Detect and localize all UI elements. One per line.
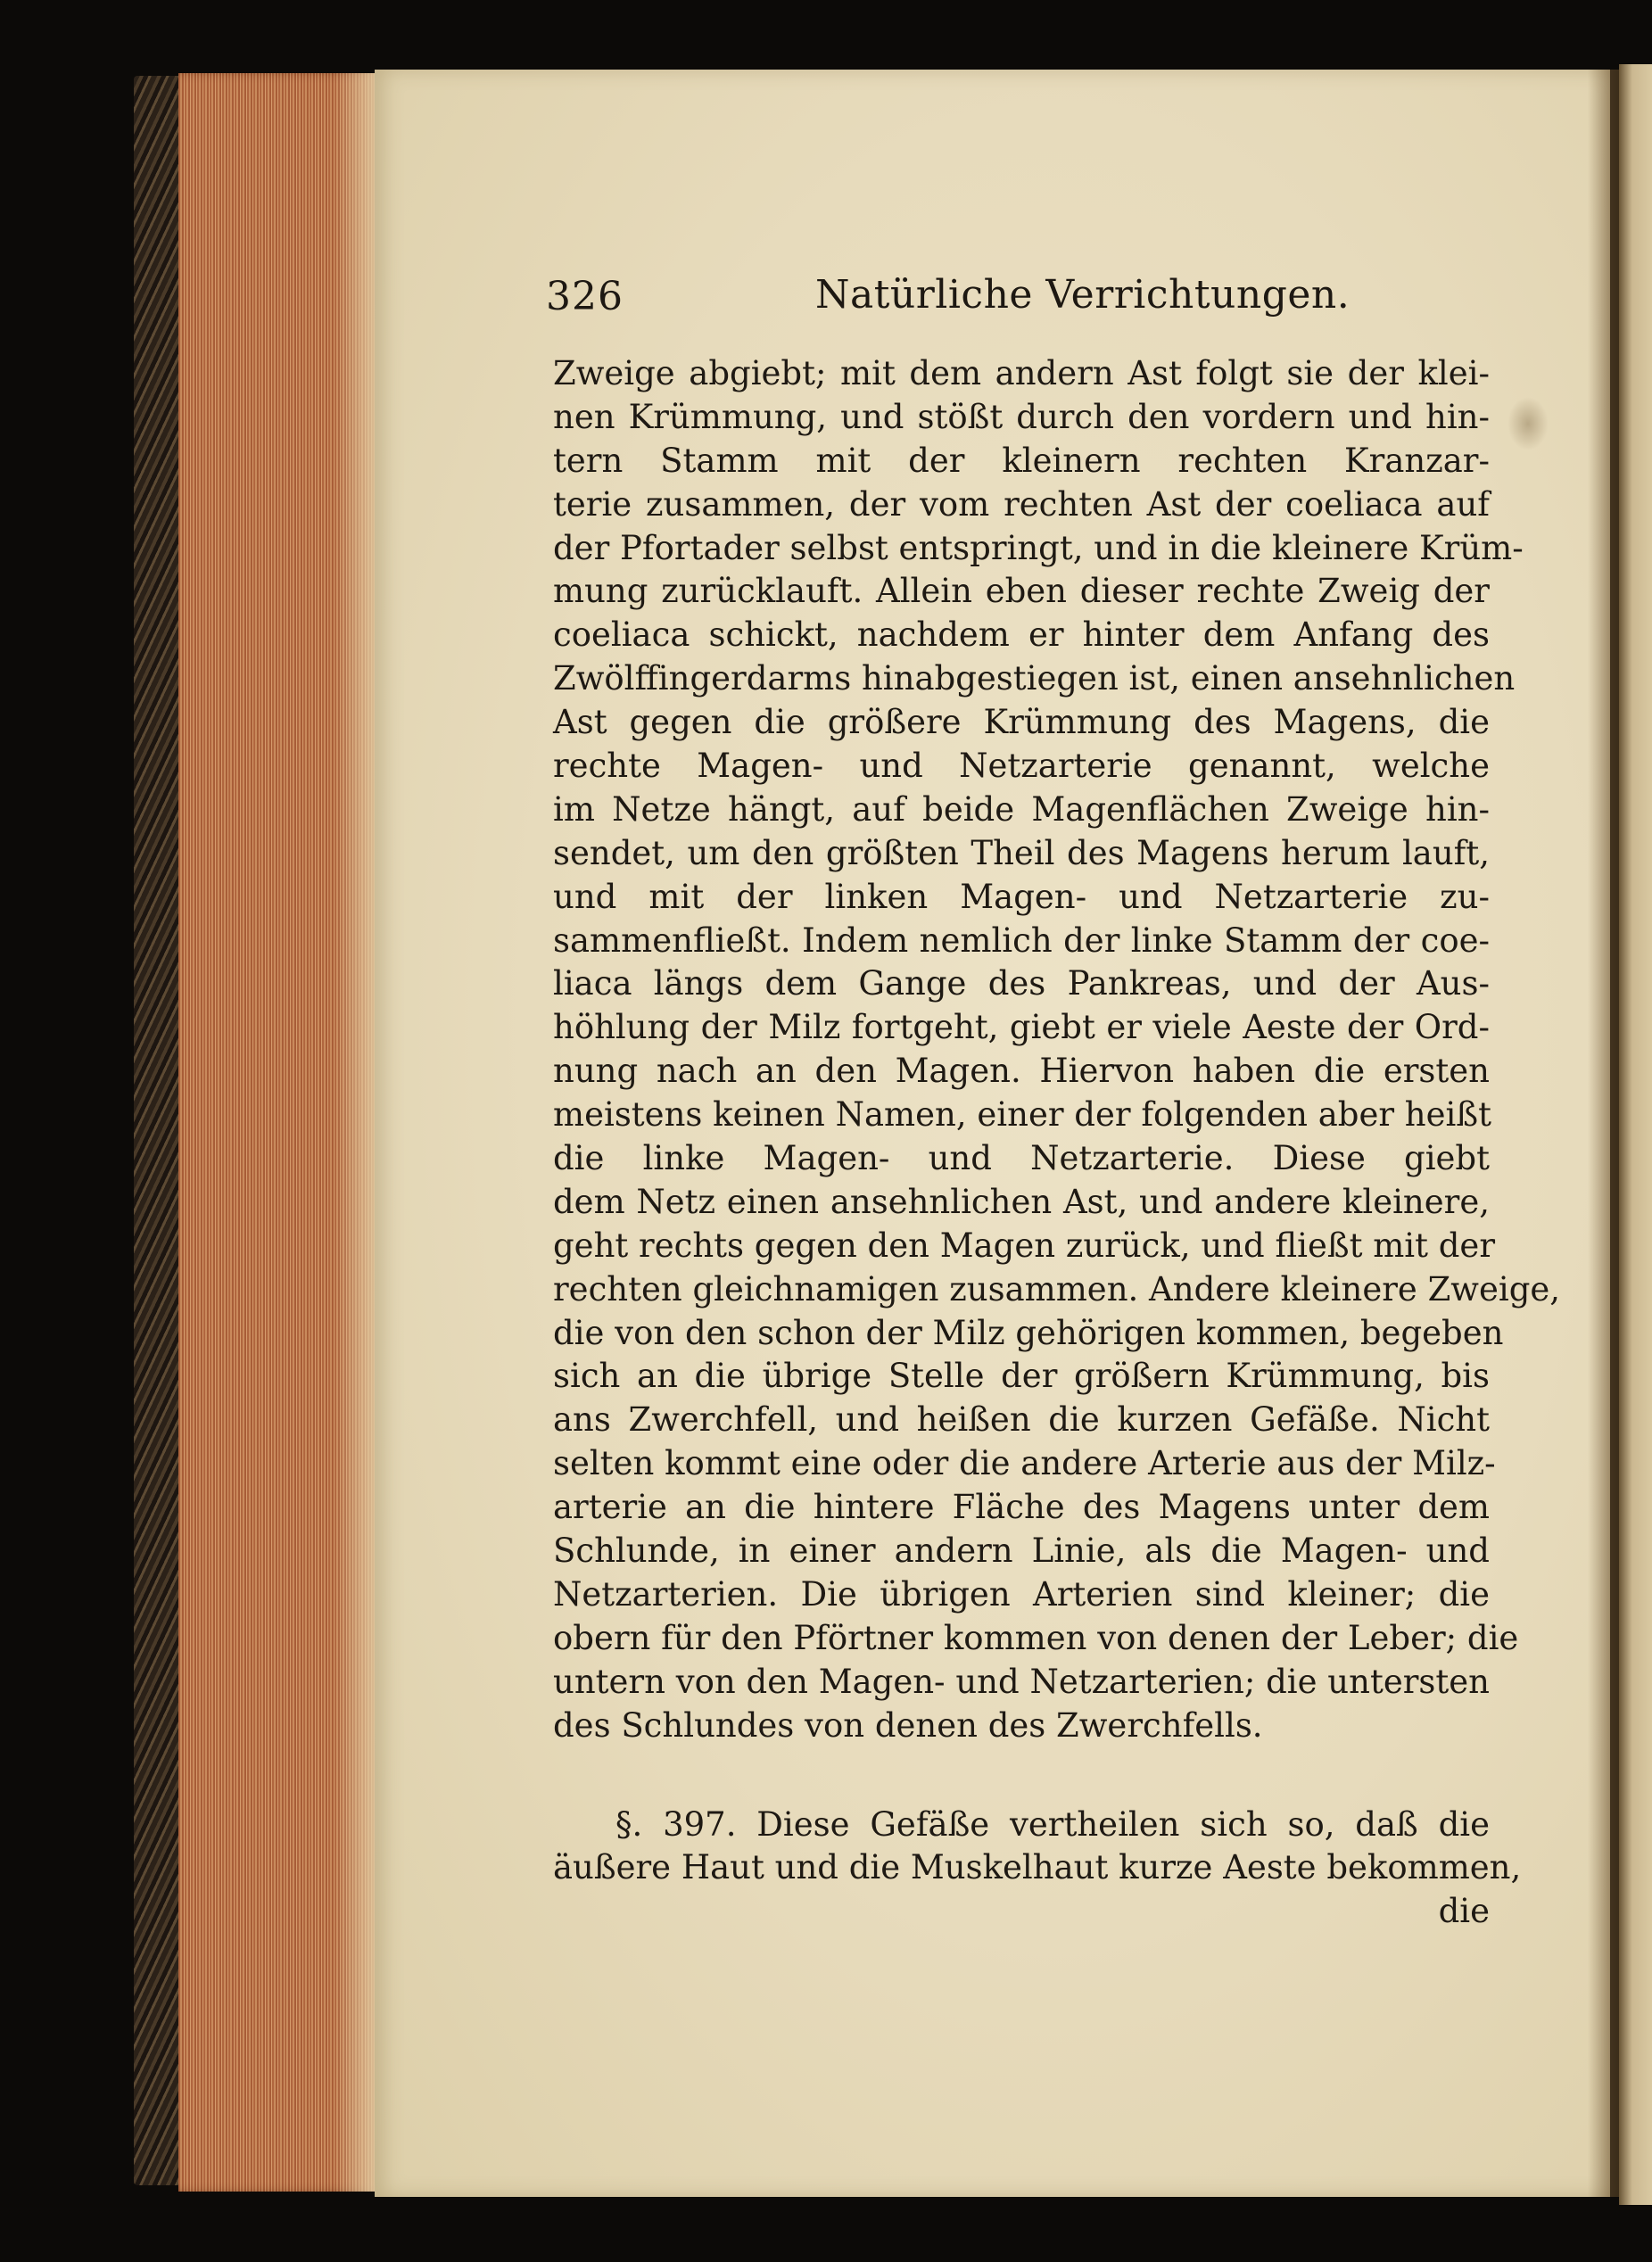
body-text bbox=[553, 352, 1561, 1934]
text-line: geht rechts gegen den Magen zurück, und fließt mit der bbox=[553, 1226, 1496, 1265]
gutter-shadow bbox=[1588, 70, 1623, 2197]
running-title: Natürliche Verrichtungen. bbox=[815, 272, 1351, 318]
text-line: tern Stamm mit der kleinern rechten Kranzar- bbox=[553, 441, 1490, 480]
text-line: im Netze hängt, auf beide Magenflächen Zweige hin- bbox=[553, 789, 1490, 829]
text-line: liaca längs dem Gange des Pankreas, und der Aus- bbox=[553, 964, 1490, 1003]
text-line: arterie an die hintere Fläche des Magens unter dem bbox=[553, 1488, 1490, 1527]
running-head bbox=[546, 272, 1491, 334]
text-line: rechten gleichnamigen zusammen. Andere kleinere Zweige, bbox=[553, 1269, 1561, 1308]
page-number: 326 bbox=[546, 274, 624, 319]
text-line: Zweige abgiebt; mit dem andern Ast folgt sie der klei- bbox=[553, 354, 1490, 392]
text-line: meistens keinen Namen, einer der folgenden aber heißt bbox=[553, 1095, 1491, 1135]
text-line: Schlunde, in einer andern Linie, als die Magen- und bbox=[553, 1531, 1490, 1571]
text-line: selten kommt eine oder die andere Arterie aus der Milz- bbox=[553, 1444, 1496, 1483]
text-line: §. 397. Diese Gefäße vertheilen sich so, daß die bbox=[615, 1804, 1490, 1844]
text-line: und mit der linken Magen- und Netzarterie zu- bbox=[553, 877, 1490, 916]
text-line: obern für den Pförtner kommen von denen der Leber; die bbox=[553, 1618, 1519, 1657]
text-line: ans Zwerchfell, und heißen die kurzen Gefäße. Nicht bbox=[553, 1400, 1490, 1440]
text-line: untern von den Magen- und Netzarterien; die untersten bbox=[553, 1662, 1490, 1701]
text-line: der Pfortader selbst entspringt, und in die kleinere Krüm- bbox=[553, 528, 1524, 567]
page-edges bbox=[178, 73, 379, 2192]
text-line: höhlung der Milz fortgeht, giebt er viele Aeste der Ord- bbox=[553, 1008, 1490, 1047]
text-line: Zwölffingerdarms hinabgestiegen ist, einen ansehnlichen bbox=[553, 659, 1516, 698]
text-line: dem Netz einen ansehnlichen Ast, und andere kleinere, bbox=[553, 1182, 1490, 1221]
text-line: äußere Haut und die Muskelhaut kurze Aeste bekommen, bbox=[553, 1848, 1522, 1887]
facing-page-edge bbox=[1619, 64, 1652, 2205]
text-line: des Schlundes von denen des Zwerchfells. bbox=[553, 1705, 1263, 1745]
text-line: coeliaca schickt, nachdem er hinter dem Anfang des bbox=[553, 615, 1490, 655]
text-line: die von den schon der Milz gehörigen kommen, begeben bbox=[553, 1313, 1504, 1352]
text-line: sammenfließt. Indem nemlich der linke Stamm der coe- bbox=[553, 920, 1490, 960]
paragraph-1 bbox=[553, 352, 1561, 1748]
text-line: sendet, um den größten Theil des Magens herum lauft, bbox=[553, 833, 1490, 872]
text-line: Netzarterien. Die übrigen Arterien sind kleiner; die bbox=[553, 1574, 1490, 1614]
paper-stain bbox=[1507, 397, 1549, 450]
text-line: sich an die übrige Stelle der größern Krümmung, bis bbox=[553, 1357, 1490, 1396]
text-line: mung zurücklauft. Allein eben dieser rechte Zweig der bbox=[553, 572, 1490, 611]
text-line: Ast gegen die größere Krümmung des Magens, die bbox=[553, 703, 1490, 742]
paragraph-gap bbox=[553, 1748, 1490, 1804]
catchword: die bbox=[1438, 1892, 1490, 1931]
text-line: die linke Magen- und Netzarterie. Diese giebt bbox=[553, 1139, 1490, 1178]
text-line: nen Krümmung, und stößt durch den vordern und hin- bbox=[553, 397, 1490, 436]
text-line: nung nach an den Magen. Hiervon haben die ersten bbox=[553, 1052, 1490, 1091]
text-line: terie zusammen, der vom rechten Ast der coeliaca auf bbox=[553, 484, 1490, 524]
paragraph-2 bbox=[553, 1804, 1522, 1891]
text-line: rechte Magen- und Netzarterie genannt, welche bbox=[553, 747, 1490, 786]
